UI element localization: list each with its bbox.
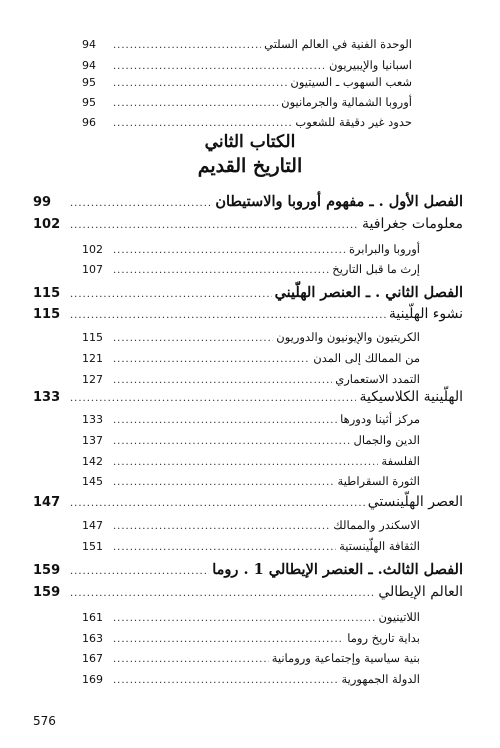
entry-title: أوروبا والبرابرة (348, 242, 420, 256)
toc-entry[interactable] (82, 242, 420, 258)
section-entry[interactable] (33, 389, 463, 409)
leader-dots (70, 566, 209, 577)
entry-title: الدين والجمال (353, 433, 420, 447)
chapter-title: الفصل الثالث. ـ العنصر الإيطالي 1 . روما (212, 561, 463, 578)
leader-dots (113, 265, 329, 276)
toc-entry[interactable] (82, 651, 420, 667)
page-number: 167 (82, 652, 103, 665)
leader-dots (113, 40, 261, 51)
leader-dots (113, 78, 287, 89)
section-title: نشوء الهلّينية (388, 306, 463, 322)
leader-dots (113, 61, 326, 72)
leader-dots (70, 310, 386, 321)
entry-title: مركز أثينا ودورها (340, 412, 420, 426)
leader-dots (113, 457, 378, 468)
leader-dots (113, 375, 332, 386)
page-number: 95 (82, 76, 96, 89)
toc-entry[interactable] (82, 115, 412, 131)
entry-title: من الممالك إلى المدن (313, 351, 420, 365)
entry-title: الثقافة الهلّينستية (339, 539, 420, 553)
page-number: 115 (82, 331, 103, 344)
leader-dots (70, 198, 212, 209)
section-title: العصر الهلّينستي (367, 494, 463, 510)
toc-entry[interactable] (82, 75, 412, 91)
section-entry[interactable] (33, 584, 463, 604)
toc-entry[interactable] (82, 631, 420, 647)
toc-entry[interactable] (82, 474, 420, 490)
leader-dots (113, 477, 335, 488)
page-number: 96 (82, 116, 96, 129)
toc-entry[interactable] (82, 262, 420, 278)
toc-entry[interactable] (82, 433, 420, 449)
leader-dots (113, 613, 375, 624)
page-number: 127 (82, 373, 103, 386)
page-number: 163 (82, 632, 103, 645)
toc-entry[interactable] (82, 672, 420, 688)
entry-title: حدود غير دقيقة للشعوب (295, 115, 412, 129)
toc-entry[interactable] (82, 330, 420, 346)
toc-entry[interactable] (82, 372, 420, 388)
leader-dots (113, 521, 330, 532)
leader-dots (70, 588, 375, 599)
leader-dots (113, 245, 346, 256)
page-number: 159 (33, 585, 61, 600)
folio-number: 576 (33, 714, 56, 728)
page-number: 142 (82, 455, 103, 468)
page-number: 121 (82, 352, 103, 365)
section-entry[interactable] (33, 494, 463, 514)
entry-title: إرث ما قبل التاريخ (332, 262, 420, 276)
toc-entry[interactable] (82, 351, 420, 367)
section-title: الهلّينية الكلاسيكية (359, 389, 463, 405)
entry-title: الاسكندر والممالك (333, 518, 420, 532)
toc-entry[interactable] (82, 539, 420, 555)
page-number: 107 (82, 263, 103, 276)
toc-entry[interactable] (82, 58, 412, 74)
page-number: 99 (33, 195, 52, 210)
leader-dots (70, 393, 356, 404)
page-number: 94 (82, 38, 96, 51)
entry-title: بنية سياسية وإجتماعية ورومانية (271, 651, 420, 665)
toc-entry[interactable] (82, 518, 420, 534)
chapter-title: الفصل الثاني . ـ العنصر الهلّيني (274, 284, 463, 301)
page-number: 95 (82, 96, 96, 109)
page-number: 133 (82, 413, 103, 426)
section-title: العالم الإيطالي (378, 584, 463, 600)
chapter-title: الفصل الأول . ـ مفهوم أوروبا والاستيطان (215, 193, 463, 210)
page-number: 147 (33, 495, 61, 510)
toc-entry[interactable] (82, 37, 412, 53)
toc-entry[interactable] (82, 412, 420, 428)
toc-entry[interactable] (82, 95, 412, 111)
entry-title: الثورة السقراطية (337, 474, 420, 488)
entry-title: التمدد الاستعماري (335, 372, 420, 386)
leader-dots (113, 415, 337, 426)
chapter-entry[interactable] (33, 193, 463, 215)
leader-dots (70, 289, 272, 300)
entry-title: الفلسفة (381, 454, 420, 468)
page-number: 102 (33, 217, 61, 232)
entry-title: الدولة الجمهورية (341, 672, 420, 686)
entry-title: اسبانيا والإيبيريون (328, 58, 412, 72)
leader-dots (113, 654, 269, 665)
toc-entry[interactable] (82, 454, 420, 470)
leader-dots (113, 354, 310, 365)
page-number: 94 (82, 59, 96, 72)
page-number: 133 (33, 390, 61, 405)
page-number: 161 (82, 611, 103, 624)
page-number: 159 (33, 563, 61, 578)
page-number: 169 (82, 673, 103, 686)
page-number: 102 (82, 243, 103, 256)
leader-dots (113, 436, 350, 447)
page-number: 145 (82, 475, 103, 488)
page-number: 151 (82, 540, 103, 553)
entry-title: الوحدة الفنية في العالم السلتي (264, 37, 412, 51)
toc-entry[interactable] (82, 610, 420, 626)
leader-dots (70, 498, 365, 509)
entry-title: الكريتيون والإيونيون والدوريون (276, 330, 420, 344)
leader-dots (113, 634, 344, 645)
page-number: 147 (82, 519, 103, 532)
leader-dots (113, 675, 338, 686)
page-number: 137 (82, 434, 103, 447)
leader-dots (113, 333, 273, 344)
section-title: معلومات جغرافية (362, 216, 463, 232)
chapter-entry[interactable] (33, 561, 463, 583)
leader-dots (113, 118, 292, 129)
page-number: 115 (33, 307, 61, 322)
entry-title: شعب السهوب ـ السيتيون (290, 75, 412, 89)
book-subheading: التاريخ القديم (197, 155, 303, 177)
book-heading: الكتاب الثاني (204, 132, 296, 152)
section-entry[interactable] (33, 306, 463, 326)
leader-dots (113, 98, 278, 109)
leader-dots (70, 220, 359, 231)
entry-title: بداية تاريخ روما (347, 631, 420, 645)
entry-title: اللاتينيون (378, 610, 420, 624)
chapter-entry[interactable] (33, 284, 463, 306)
section-entry[interactable] (33, 216, 463, 236)
entry-title: أوروبا الشمالية والجرمانيون (281, 95, 412, 109)
page-number: 115 (33, 286, 61, 301)
leader-dots (113, 542, 336, 553)
